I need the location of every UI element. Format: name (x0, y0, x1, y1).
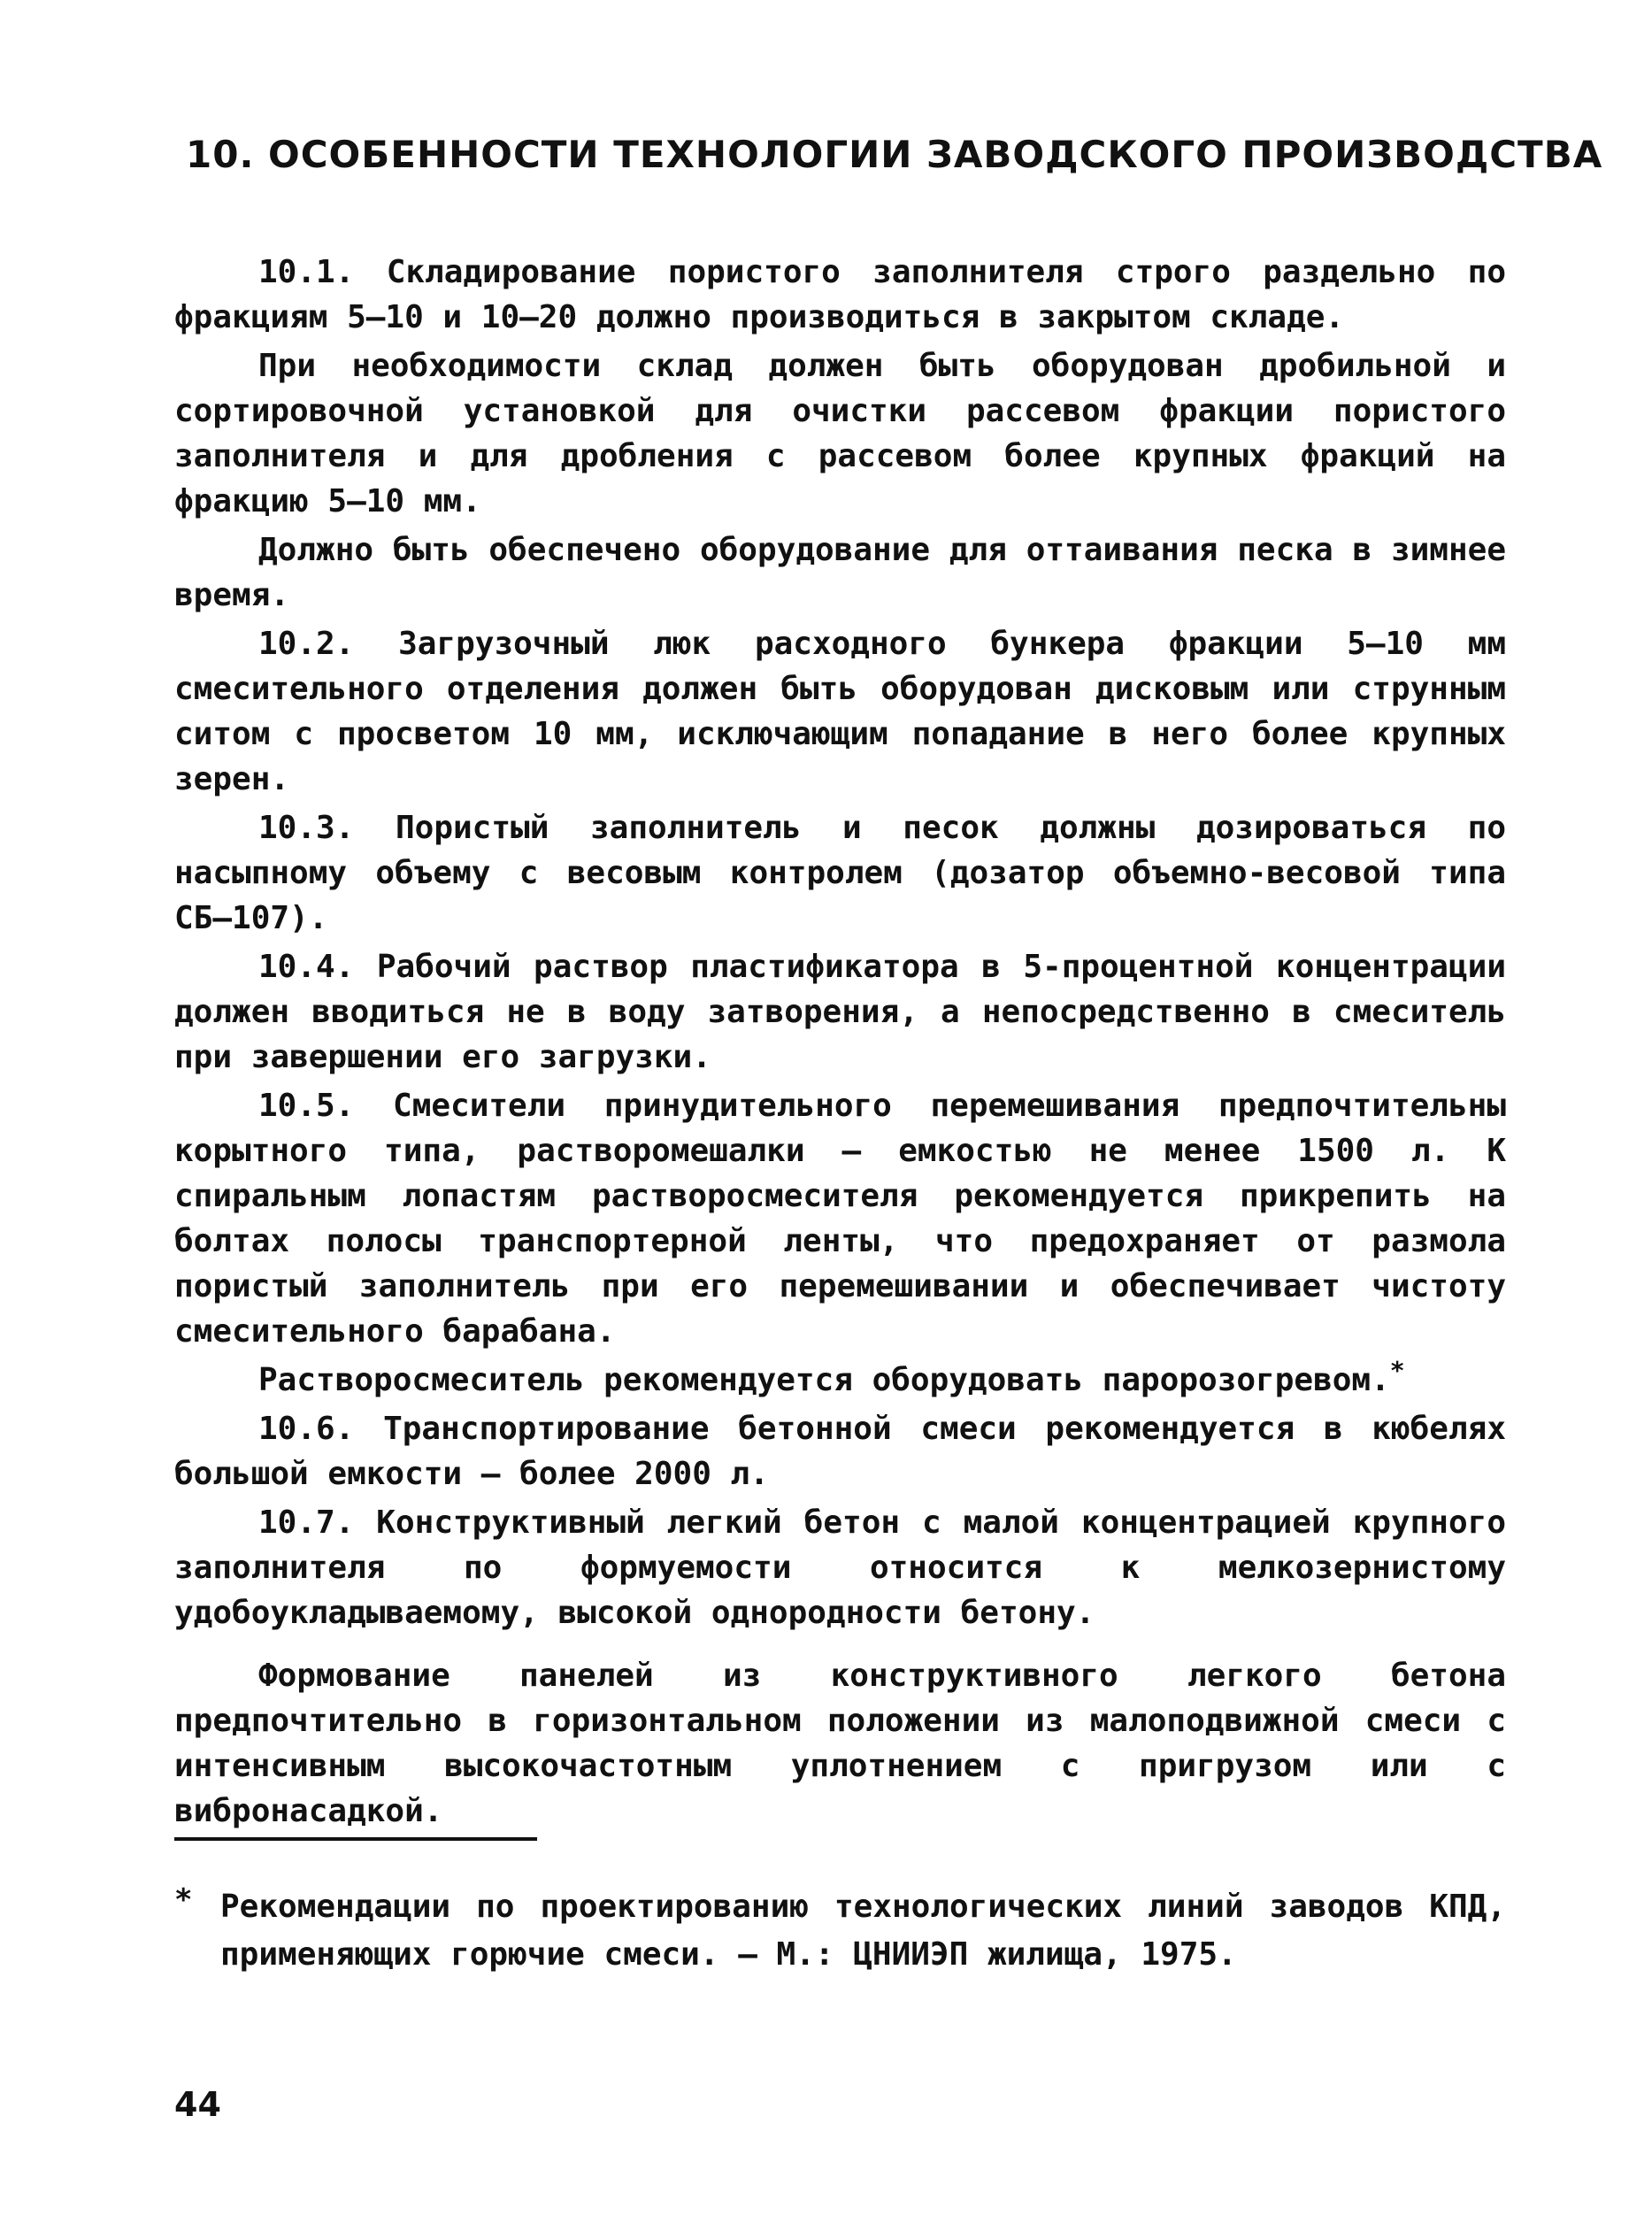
paragraph-10-6: 10.6. Транспортирование бетонной смеси рекомендуется в кюбелях большой емкости – более 2000 л. (174, 1411, 1506, 1492)
footnote-reference: * (1389, 1356, 1405, 1385)
paragraph-mixer-heating (174, 1358, 1506, 1403)
paragraph-10-1: 10.1. Складирование пористого заполнителя строго раздельно по фракциям 5–10 и 10–20 должно производиться в закрытом складе. (174, 254, 1506, 335)
paragraph-10-5: 10.5. Смесители принудительного перемешивания предпочтительны корытного типа, растворомешалки – емкостью не менее 1500 л. К спиральным лопастям растворосмесителя рекомендуется прикрепить на болтах полосы транспортерной ленты, что предохраняет от размола пористый заполнитель при его перемешивании и обеспечивает чистоту смесительного барабана. (174, 1088, 1506, 1350)
paragraph-10-3: 10.3. Пористый заполнитель и песок должны дозироваться по насыпному объему с весовым контролем (дозатор объемно-весовой типа СБ–107). (174, 810, 1506, 936)
footnote (174, 1883, 1506, 1979)
section-heading: 10. ОСОБЕННОСТИ ТЕХНОЛОГИИ ЗАВОДСКОГО ПРОИЗВОДСТВА (186, 133, 1603, 176)
paragraph-mixer-heating-text: Растворосмеситель рекомендуется оборудовать паророзогревом. (258, 1362, 1390, 1398)
footnote-text: Рекомендации по проектированию технологических линий заводов КПД, применяющих горючие смеси. – М.: ЦНИИЭП жилища, 1975. (220, 1889, 1506, 1973)
paragraph-10-7: 10.7. Конструктивный легкий бетон с малой концентрацией крупного заполнителя по формуемости относится к мелкозернистому удобоукладываемому, высокой однородности бетону. (174, 1504, 1506, 1631)
footnote-divider (174, 1837, 537, 1841)
paragraph-10-4: 10.4. Рабочий раствор пластификатора в 5-процентной концентрации должен вводиться не в воду затворения, а непосредственно в смеситель при завершении его загрузки. (174, 949, 1506, 1075)
footnote-mark: * (174, 1882, 193, 1918)
paragraph-storage-equipment: При необходимости склад должен быть оборудован дробильной и сортировочной установкой для очистки рассевом фракции пористого заполнителя и для дробления с рассевом более крупных фракций на фракцию 5–10 мм. (174, 348, 1506, 519)
page-number: 44 (174, 2085, 221, 2124)
paragraph-10-2: 10.2. Загрузочный люк расходного бункера фракции 5–10 мм смесительного отделения должен быть оборудован дисковым или струнным ситом с просветом 10 мм, исключающим попадание в него более крупных зерен. (174, 626, 1506, 797)
body-text (174, 250, 1506, 1837)
paragraph-sand-thawing: Должно быть обеспечено оборудование для оттаивания песка в зимнее время. (174, 532, 1506, 613)
paragraph-panel-forming: Формование панелей из конструктивного легкого бетона предпочтительно в горизонтальном положении из малоподвижной смеси с интенсивным высокочастотным уплотнением с пригрузом или с вибронасадкой. (174, 1658, 1506, 1829)
